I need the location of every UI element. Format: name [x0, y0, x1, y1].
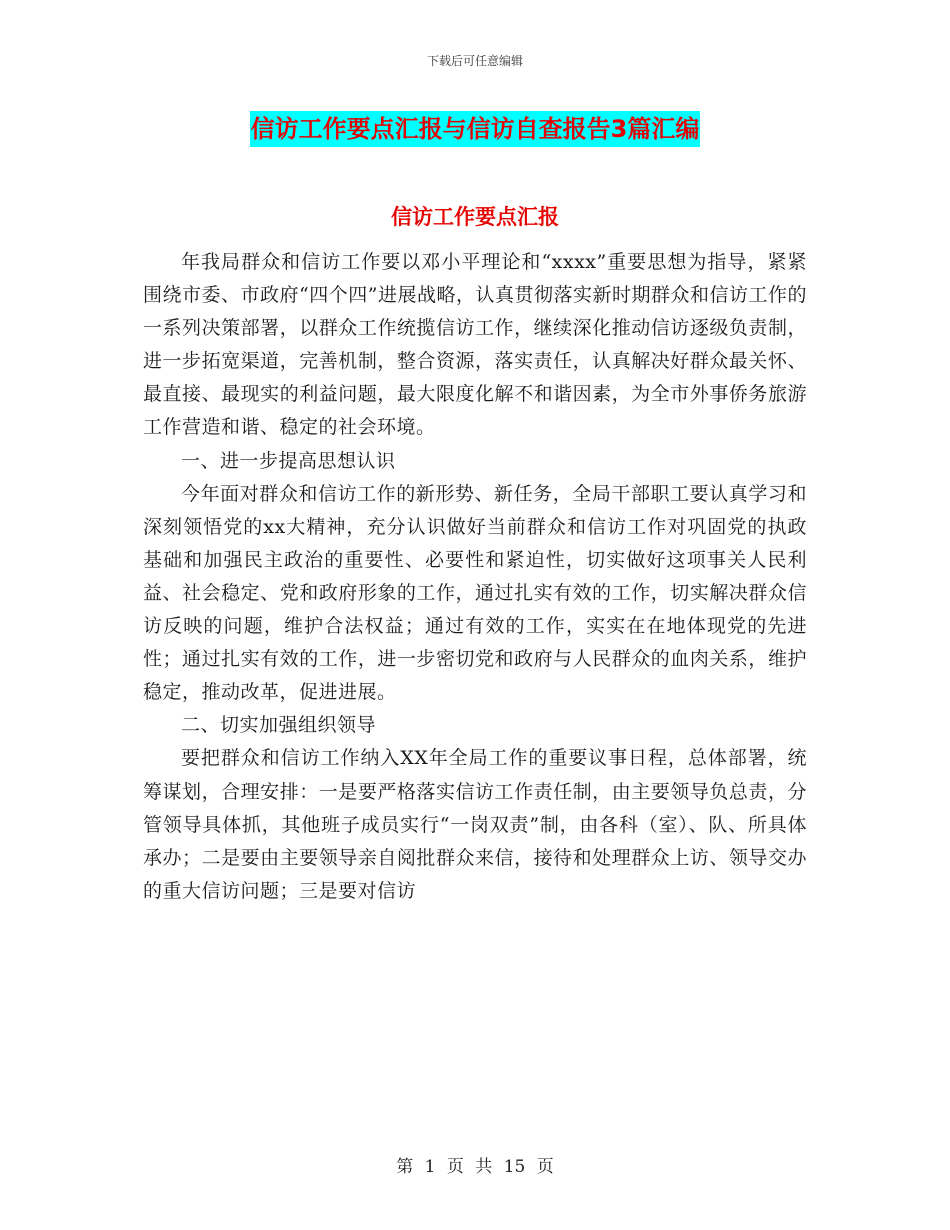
paragraph-point-two: 要把群众和信访工作纳入XX年全局工作的重要议事日程，总体部署，统筹谋划，合理安排：一是要严格落实信访工作责任制，由主要领导负总责，分管领导具体抓，其他班子成员实行“一岗双责”制，由各科（室）、队、所具体承办；二是要由主要领导亲自阅批群众来信，接待和处理群众上访、领导交办的重大信访问题；三是要对信访: [143, 747, 807, 902]
page-footer: 第 1 页 共 15 页: [396, 1157, 554, 1177]
document-body: [143, 246, 807, 908]
header-note: 下载后可任意编辑: [426, 54, 523, 68]
heading-point-two: 二、切实加强组织领导: [181, 714, 377, 737]
paragraph-point-one: 今年面对群众和信访工作的新形势、新任务，全局干部职工要认真学习和深刻领悟党的xx大精神，充分认识做好当前群众和信访工作对巩固党的执政基础和加强民主政治的重要性、必要性和紧迫性，切实做好这项事关人民利益、社会稳定、党和政府形象的工作，通过扎实有效的工作，切实解决群众信访反映的问题，维护合法权益；通过有效的工作，实实在在地体现党的先进性；通过扎实有效的工作，进一步密切党和政府与人民群众的血肉关系，维护稳定，推动改革，促进进展。: [143, 482, 807, 704]
paragraph-intro: 年我局群众和信访工作要以邓小平理论和“xxxx”重要思想为指导，紧紧围绕市委、市政府“四个四”进展战略，认真贯彻落实新时期群众和信访工作的一系列决策部署，以群众工作统揽信访工作，继续深化推动信访逐级负责制，进一步拓宽渠道，完善机制，整合资源，落实责任，认真解决好群众最关怀、最直接、最现实的利益问题，最大限度化解不和谐因素，为全市外事侨务旅游工作营造和谐、稳定的社会环境。: [143, 251, 807, 439]
document-title: 信访工作要点汇报与信访自查报告3篇汇编: [250, 111, 701, 147]
section-title: 信访工作要点汇报: [391, 205, 559, 229]
document-title-wrapper: [0, 111, 950, 147]
heading-point-one: 一、进一步提高思想认识: [181, 449, 396, 472]
